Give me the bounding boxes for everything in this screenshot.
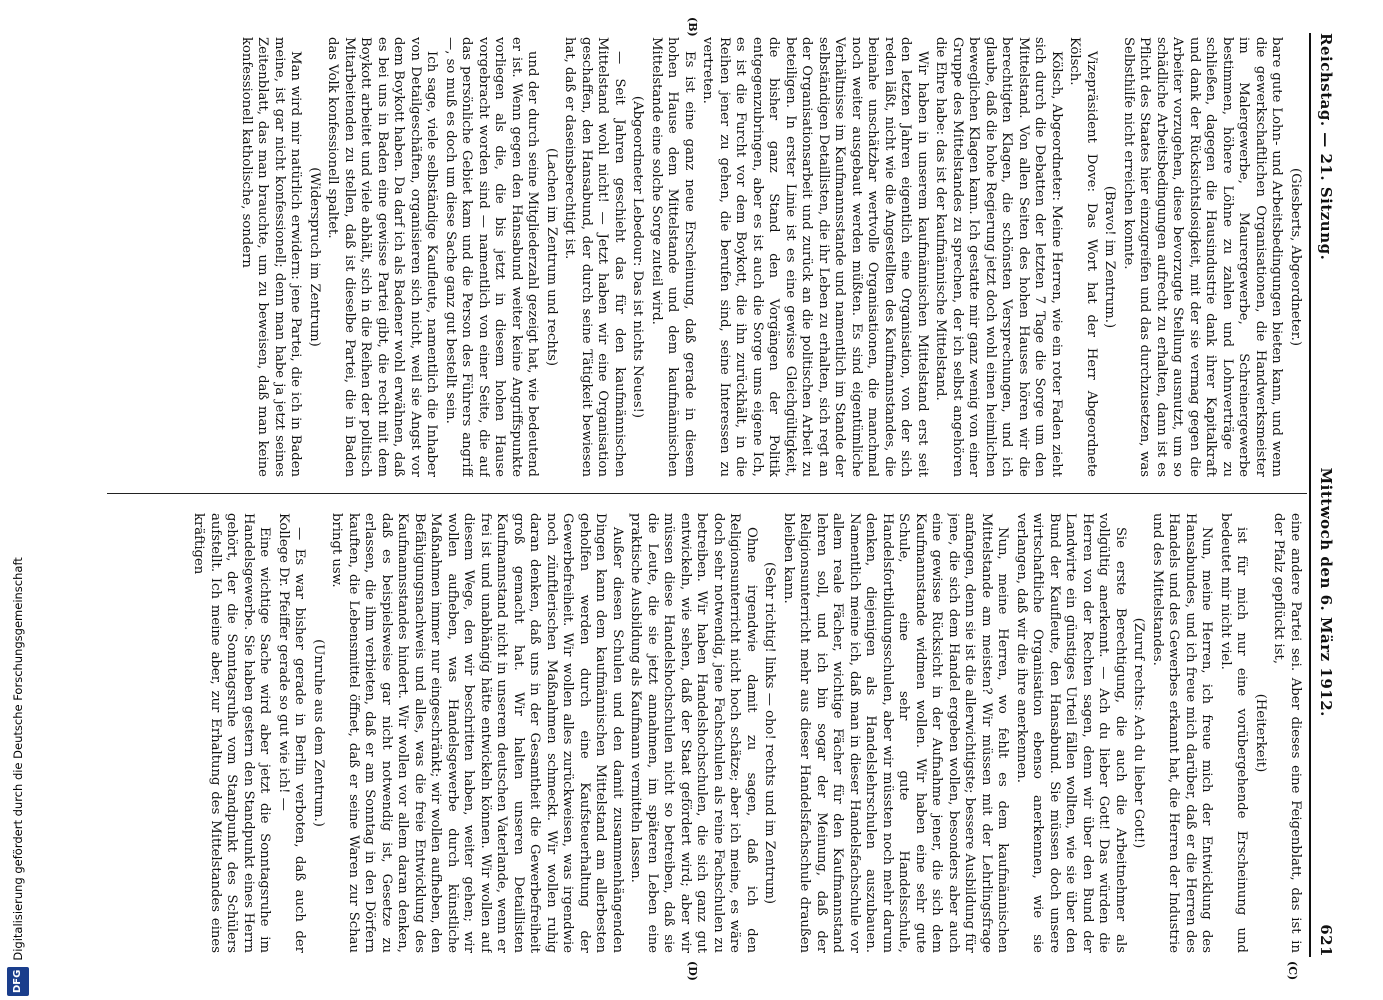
header-rule	[1309, 33, 1311, 957]
margin-mark-d: (D)	[686, 961, 699, 981]
header-left: Reichstag. — 21. Sitzung.	[1317, 33, 1335, 261]
paragraph: Wir haben in unserem kaufmännischen Mittelstand erst seit den letzten Jahren eigentlich eine Organisation, von der sich reden läßt, nicht wie die Angestellten des Kaufmannstandes, die beinahe unschätzbar wertvolle Organisationen, die manchmal noch weiter ausgebaut werden müßten. Es sind eigentümliche Verhältnisse im Kaufmannsstande und namentlich im Stande der selbständigen Detaillisten, die ihr Leben zu erhalten, sich regt an der Organisationsarbeit und zurück an die politischen Arbeit zu beteiligen. In erster Linie ist es eine gewisse Gleichgültigkeit, die bisher ganz Stand den Vorgängen der Politik entgegenzubringen, aber es ist auch die Sorge ums eigene Ich, es ist die Furcht vor dem Boykott, die ihn zurückhält, in die Reihen jener zu gehen, die berufen sind, seine Interessen zu vertreten.	[700, 37, 930, 477]
paragraph: Ich sage, viele selbständige Kaufleute, namentlich die Inhaber von Detailgeschäften, organisieren sich nicht, weil sie Angst vor dem Boykott haben. Da darf ich als Badener wohl erwähnen, daß es bei uns in Baden eine gewisse Partei gibt, die recht mit dem Boykott arbeitet und viele abhält, sich in die Reihen der politisch Mitarbeitenden zu stellen, daß ist dieselbe Partei, die in Baden das Volk konfessionell spaltet.	[325, 37, 440, 477]
rotated-document-scan	[84, 15, 1339, 981]
paragraph: Nun, meine Herren, wo fehlt es dem kaufmännischen Mittelstande am meisten? Wir müssen mit der Lehrlingsfrage anfangen, denn sie ist die allerwichtigste; bessere Ausbildung für jene, die sich dem Handel ergeben wollen, besonders aber auch eine gewisse Rücksicht in der Aufnahme jener, die sich dem Kaufmannstande widmen wollen. Wir haben eine sehr gute Schule, eine sehr gute Handelsschule, Handelsfortbildungsschulen, aber wir müssten noch mehr darum denken, diejenigen als Handelslehrschulen auszubauen. Namentlich meine ich, daß man in dieser Handelsfachschule vor allem reale Fächer, wichtige Fächer für den Kaufmannstand lehren soll, und ich bin sogar der Meinung, daß der Religionsunterricht mehr aus dieser Handelsfachschule draußen bleiben kann.	[781, 513, 1011, 953]
interjection: (Widerspruch im Zentrum)	[307, 167, 322, 347]
interjection: (Bravo! im Zentrum.)	[1102, 185, 1118, 329]
paragraph: Man wird mir natürlich erwidern: jene Partei, die ich in Baden meine, ist gar nicht konfessionell; denn man habe ja jetzt seines Zeitenblatt, das man brauchte, um zu beweisen, daß man keine konfessionell katholische, sondern	[239, 37, 304, 477]
header-date: Mittwoch den 6. März 1912.	[1317, 467, 1335, 717]
digitization-footer	[8, 6, 28, 996]
interjection: (Abgeordneter Lebedour: Das ist nichts Neues!)	[630, 95, 646, 419]
paragraph: — Seit Jahren geschieht das für den kaufmännischen Mittelstand wohl nicht! — Jetzt haben wir eine Organisation geschaffen, den Hansabund, der durch seine Tätigkeit bewiesen hat, daß er daseinsberechtigt ist.	[562, 37, 627, 477]
paragraph: Es ist eine ganz neue Erscheinung, daß gerade in diesem hohen Hause dem Mittelstande und dem kaufmännischen Mittelstande eine solche Sorge zuteil wird.	[649, 37, 697, 477]
paragraph: Sie erste Berechtigung, die auch die Arbeitnehmer als vollgültig anerkennt. — Ach du lieber Gott! Das würden die Herren von der Rechten sagen, denn wir über den Bund der Landwirte ein günstiges Urteil fällen wollten, wie sie über den Bund der Kaufleute, den Hansabund. Sie müssen doch unsere wirtschaftliche Organisation ebenso anerkennen, wie sie verlangen, daß wir die ihre anerkennen.	[1014, 513, 1128, 953]
left-column	[93, 37, 1303, 477]
right-column	[93, 513, 1303, 953]
interjection: (Heiterkeit)	[1253, 693, 1268, 773]
paragraph: Nun, meine Herren, ich freue mich der Entwicklung des Hansabundes, und ich freue mich darüber, daß er die Herren des Handels und des Gewerbes erkannt hat, die Herren der Industrie und des Mittelstandes.	[1150, 513, 1215, 953]
page-number: 621	[1317, 924, 1335, 957]
paragraph: Ohne irgendwie damit zu sagen, daß ich den Religionsunterricht nicht hoch schätze; aber ich meine, es wäre doch sehr notwendig, jene Fachschulen als reine Fachschulen zu betreiben. Wir haben Handelshochschulen, die sich ganz gut entwickeln, wie sehen, daß der Staat gefördert wird; aber wir müssen diese Handelshochschulen nicht so betreiben, daß sie die Leute, die sie jetzt annahmen, im späteren Leben eine praktische Ausbildung als Kaufmann vermitteln lassen.	[628, 513, 759, 953]
paragraph: und der durch seine Mitgliederzahl gezeigt hat, wie bedeutend er ist. Wenn gegen den Hansabund weiter keine Angriffspunkte vorliegen als die, die bis jetzt in diesem hohen Hause vorgebracht worden sind — namentlich von einer Seite, die auf das persönliche Gebiet kam und die Person des Führers angriff —, so muß es doch um diese Sache ganz gut bestellt sein.	[443, 37, 541, 477]
paragraph: Vizepräsident Dove: Das Wort hat der Herr Abgeordnete Kölsch.	[1067, 37, 1099, 477]
margin-mark-b: (B)	[686, 17, 699, 37]
interjection: (Zuruf rechts: Ach du lieber Gott!)	[1131, 617, 1147, 849]
interjection: (Giesberts, Abgeordneter.)	[1288, 168, 1303, 346]
interjection: (Sehr richtig! links — oho! rechts und im Zentrum)	[762, 562, 778, 904]
paragraph: eine andere Partei sei. Aber dieses eine Feigenblatt, das ist in der Pfalz gepflückt ist,	[1271, 513, 1303, 953]
paragraph: Kölsch, Abgeordneter: Meine Herren, wie ein roter Faden zieht sich durch die Debatten der letzten 7 Tage die Sorge um den Mittelstand. Von allen Seiten des hohen Hauses hören wir die berechtigten Klagen, die schönsten Versprechungen, und ich glaube, daß die hohe Regierung jetzt doch wohl einen heimlichen beweglichen Klagen kann. Ich gestatte mir ganz wenig von einer Gruppe des Mittelstandes zu sprechen, der ich selbst angehören die Ehre habe: das ist der kaufmännische Mittelstand.	[933, 37, 1064, 477]
dfg-logo: DFG	[7, 967, 29, 996]
paragraph: Eine wichtige Sache wird aber jetzt die Sonntagsruhe im Handelsgewerbe. Sie haben gestern den Standpunkt eines Herrn gehört, der die Sonntagsruhe vom Standpunkt des Schülers aufstellt. Ich meine aber, zur Erhaltung des Mittelstandes eines kräftigen	[191, 513, 273, 953]
interjection: (Unruhe aus dem Zentrum.)	[311, 639, 326, 827]
paragraph: — Es war bisher gerade in Berlin verboten, daß auch der Kollege Dr. Pfeiffer gerade so gut wie ich! —	[276, 513, 308, 953]
document-page	[84, 15, 1339, 981]
paragraph: Außer diesen Schulen und den damit zusammenhängenden Dingen kann dem kaufmännischen Mittelstand am allerbesten geholfen werden durch eine Kaufsteuerhaltung der Gewerbefreiheit. Wir wollen alles zurückweisen, was irgendwie noch zünftlerischen Maßnahmen schmeckt. Wir wollen ruhig daran denken, daß uns in der Gesamtheit die Gewerbefreiheit groß gemacht hat. Wir halten unseren Detaillisten Kaufmannstand nicht in unserem deutschen Vaterlande, wenn er frei ist und unabhängig hätte entwickeln können. Wir wollen auf diesem Wege, den wir beschritten haben, weiter gehen; wir wollen aufheben, was Handelsgewerbe durch künstliche Maßnahmen immer nur eingeschränkt; wir wollen aufheben, den Befähigungsnachweis und alles, was die freie Entwicklung des Kaufmannsstandes hindert. Wir wollen vor allem daran denken, daß es beispielsweise gar nicht notwendig ist, Gesetze zu erlassen, die ihm verbieten, daß er am Sonntag in den Dörfern kauften, die Lebensmittel öffnet, daß er seine Waren zur Schau bringt usw.	[329, 513, 625, 953]
paragraph: ist für mich nur eine vorübergehende Erscheinung und bedeutet mir nicht viel.	[1218, 513, 1250, 953]
footer-text: Digitalisierung gefördert durch die Deutsche Forschungsgemeinschaft	[11, 557, 25, 961]
margin-mark-c: (C)	[1286, 961, 1299, 981]
paragraph: bare gute Lohn- und Arbeitsbedingungen bieten kann, und wenn die gewerkschaftlichen Organisationen, die Handwerksmeister im Malergewerbe, Maurergewerbe, Schreinergewerbe bestimmen, höhere Löhne zu zahlen und Lohnverträge zu schließen, dagegen die Hausindustrie dank ihrer Kapitalkraft und dank der Rücksichtslosigkeit, mit der sie vermag gegen die Arbeiter vorzugehen, diese bevorzugte Stellung ausnutzt, um so schädliche Arbeitsbedingungen aufrecht zu erhalten, dann ist es Pflicht des Staates hier einzugreifen und das durchzusetzen, was Selbsthilfe nicht erreichen konnte.	[1121, 37, 1285, 477]
column-divider	[107, 493, 1307, 494]
interjection: (Lachen im Zentrum und rechts)	[544, 147, 559, 367]
running-header	[1313, 33, 1339, 957]
